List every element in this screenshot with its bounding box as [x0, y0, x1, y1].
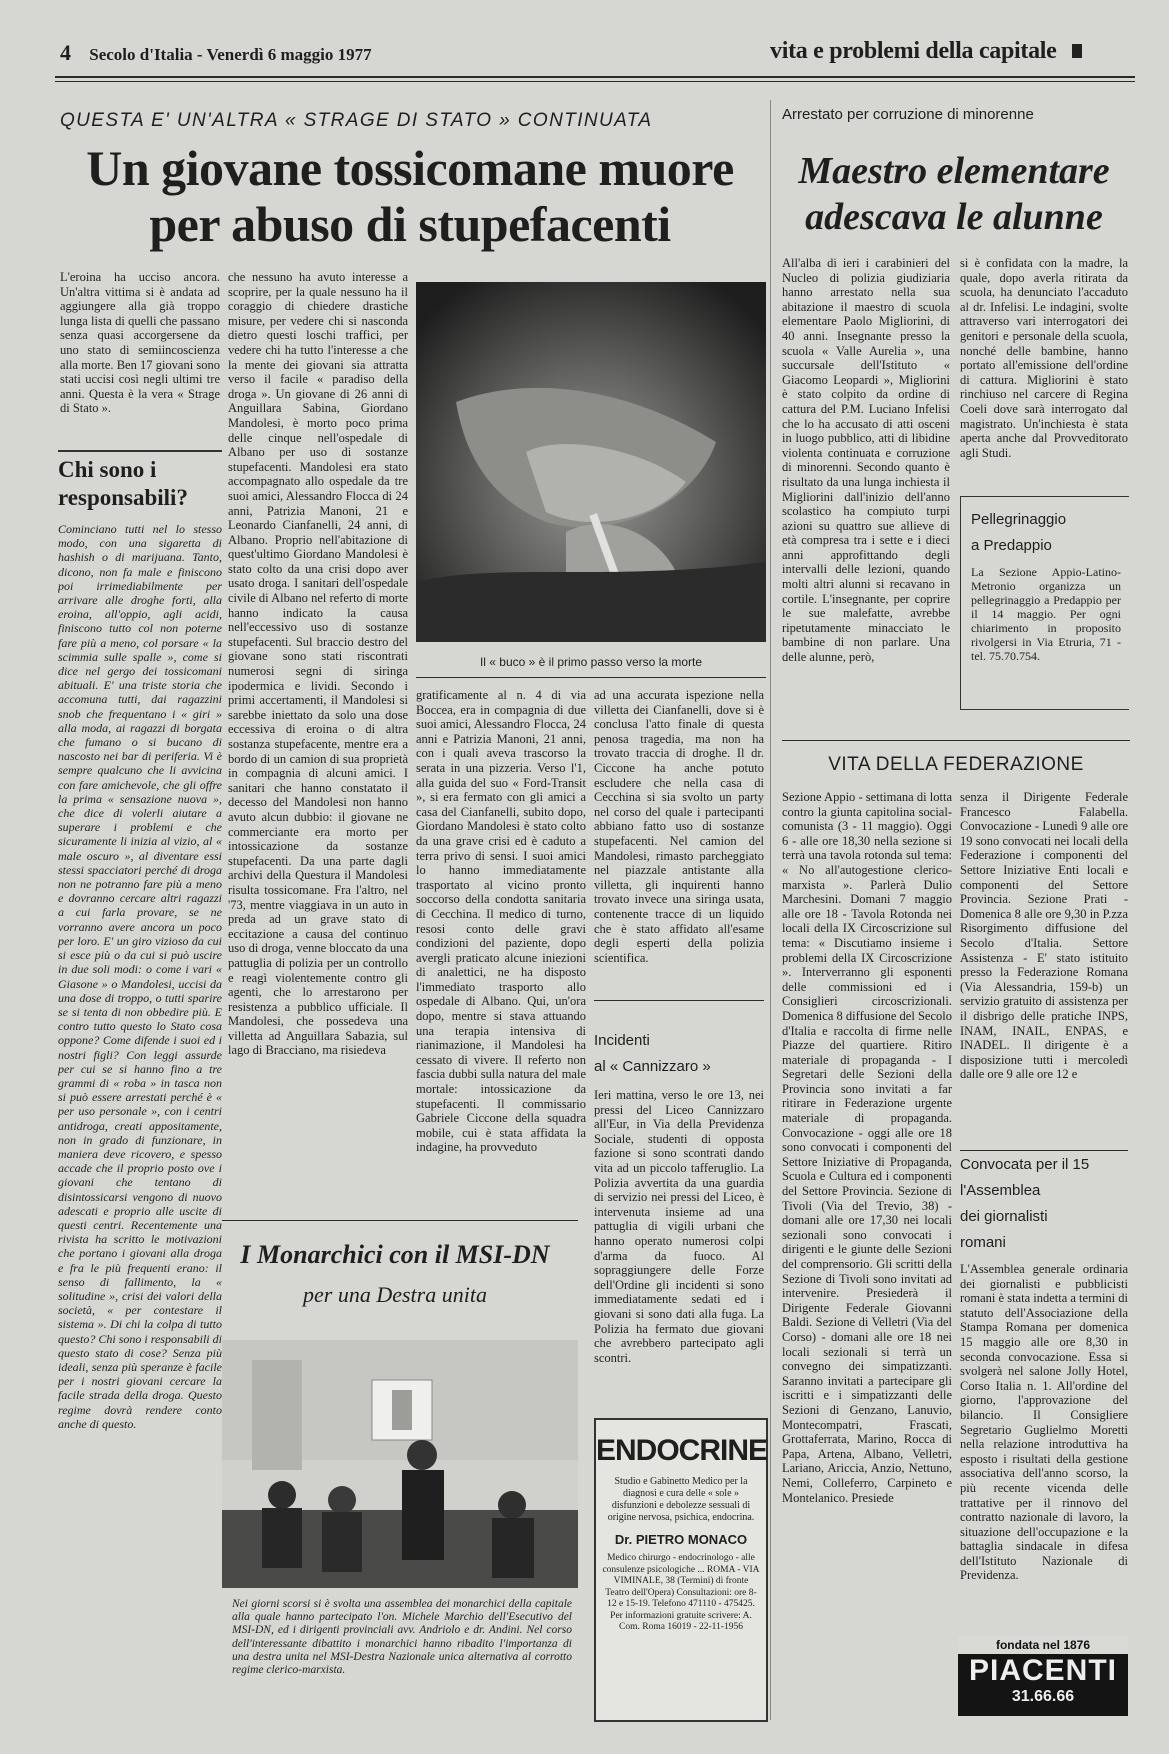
giornalisti-rule	[960, 1150, 1128, 1151]
main-headline: Un giovane tossicomane muore per abuso di stupefacenti	[86, 140, 734, 252]
giornalisti-text: L'Assemblea generale ordinaria dei giornalisti e pubblicisti romani è stata indetta a termini di statuto dell'Associazione della Stampa Romana per domenica 15 maggio alle ore 8,30 in seconda convocazione. Essa si svolgerà nel salone Jolly Hotel, Corso Italia n. 1. All'ordine del giorno, l'approvazione del bilancio. Il Consigliere Segretario Guglielmo Moretti nella relazione introduttiva ha esposto i risultati della gestione associativa dell'anno scorso, la più recente vicenda delle trattative per il rinnovo del contratto nazionale di lavoro, la situazione dell'occupazione e la battaglia sindacale in difesa dell'Istituto Nazionale di Previdenza.	[960, 1262, 1128, 1583]
monarchici-rule	[222, 1220, 578, 1221]
monarchici-caption: Nei giorni scorsi si è svolta una assemblea dei monarchici della capitale alla quale hanno partecipato l'on. Michele Marchio dell'Esecutivo del MSI-DN, ed i dirigenti provinciali avv. Andriolo e dr. Andini. Nel corso dell'interessante dibattito i monarchici hanno ribadito l'importanza di una destra unita nel MSI-Destra Nazionale unica alternativa al corrotto regime clerico-marxista.	[232, 1598, 572, 1677]
pellegrinaggio-title: Pellegrinaggio a Predappio	[971, 511, 1067, 554]
photo-monarchici-assembly	[222, 1340, 578, 1588]
sidebar-title: Chi sono i responsabili?	[58, 457, 188, 510]
masthead-date: Secolo d'Italia - Venerdì 6 maggio 1977	[89, 45, 372, 64]
header-rule	[55, 76, 1135, 78]
photo-image-2	[222, 1340, 578, 1588]
photo-hands-syringe	[416, 282, 766, 642]
column-divider-right	[770, 100, 771, 1720]
federazione-title: VITA DELLA FEDERAZIONE	[828, 754, 1084, 775]
ad-piacenti-founded: fondata nel 1876	[958, 1636, 1128, 1654]
federazione-col2: senza il Dirigente Federale Francesco Falabella. Convocazione - Lunedì 9 alle ore 19 sono convocati nei locali della Federazione i componenti del Settore Iniziative Enti locali e componenti del Settore Provincia. Sezione Prati - Domenica 8 alle ore 9,30 in P.zza Risorgimento diffusione del Secolo d'Italia. Settore Assistenza - E' stato istituito presso la Federazione Romana (Via Alessandria, 159-b) un servizio gratuito di assistenza per il disbrigo delle pratiche INPS, INAM, INAIL, ENPAS, e INADEL. Il dirigente è a disposizione tutti i mercoledì dalle ore 9 alle ore 12 e	[960, 790, 1128, 1082]
page-header-left	[60, 40, 372, 66]
main-col2: che nessuno ha avuto interesse a scoprire, per la quale nessuno ha il coraggio di chiedere drastiche misure, per vedere chi si nasconda dietro questi loschi traffici, per vedere chi ha tutto l'interesse a che la mente dei giovani sia attratta verso il facile « paradiso della droga ». Un giovane di 26 anni di Anguillara Sabina, Giordano Mandolesi, è morto poco prima delle cinque nell'ospedale di Albano per uso di sostanze stupefacenti. Mandolesi era stato accompagnato allo ospedale da tre suoi amici, Alessandro Flocca di 24 anni, Patrizia Manoni, 21 e Leonardo Cianfanelli, 24 anni, di Albano. Proprio nell'abitazione di quest'ultimo Giordano Mandolesi è stato colto da una crisi dopo aver usato droga. I sanitari dell'ospedale civile di Albano nel referto di morte hanno indicato la causa nell'eccessivo uso di sostanze stupefacenti. Sul braccio destro del giovane sono stati riscontrati numerosi segni di siringa ipodermica e lividi. Secondo i primi accertamenti, il Mandolesi si sarebbe iniettato da solo una dose eccessiva di eroina o di altra sostanza stupefacente, mentre era a bordo di un camion di sua proprietà in compagnia di alcuni amici. I sanitari che hanno constatato il decesso del Mandolesi non hanno avuto alcun dubbio: il giovane ne commerciante era morto per intossicazione da sostanze stupefacenti. Da una parte dagli archivi della Questura il Mandolesi risulta tossicomane. Fra l'altro, nel '73, mentre viaggiava in un auto in preda ad un grave stato di eccitazione a causa del continuo uso di droga, venne bloccato da una pattuglia di polizia per un controllo e reagì violentemente contro gli agenti, che lo arrestarono per resistenza a pubblico ufficiale. Il Mandolesi, che possedeva una villetta ad Anguillara Sabazia, sul lago di Bracciano, ma risiedeva	[228, 270, 408, 1058]
ad-piacenti	[958, 1636, 1128, 1716]
second-headline: Maestro elementare adescava le alunne	[798, 150, 1110, 238]
ad-endocrine-subtitle: Studio e Gabinetto Medico per la diagnosi e cura delle « sole » disfunzioni e debolezze sessuali di origine nervosa, psichica, endocrina.	[607, 1476, 755, 1523]
ad-endocrine	[594, 1418, 768, 1722]
pellegrinaggio-box	[960, 496, 1129, 710]
main-col3: gratificamente al n. 4 di via Boccea, era in compagnia di due suoi amici, Alessandro Flocca, 24 anni e Patrizia Manoni, 21 anni, con i quali aveva trascorso la serata in una pizzeria. Verso l'1, alla guida del suo « Ford-Transit », si era fermato con gli amici a casa del Cianfanelli, subito dopo, Giordano Mandolesi è stato colto da una grave crisi ed è caduto a terra privo di sensi. I suoi amici lo hanno immediatamente trasportato al vicino pronto soccorso della condotta sanitaria di Cecchina. Il medico di turno, resosi conto delle gravi condizioni del paziente, dopo avergli praticato alcune iniezioni di analettici, ne ha disposto l'immediato trasporto allo ospedale di Albano. Qui, un'ora dopo, mentre si stava attuando una terapia intensiva di rianimazione, il Mandolesi ha cessato di vivere. Il referto non fascia dubbi sulla natura del male mortale: intossicazione da stupefacenti. Il commissario Gabriele Ciccone della squadra mobile, cui è stata affidata la indagine, ha provveduto	[416, 688, 586, 1155]
incidenti-text: Ieri mattina, verso le ore 13, nei pressi del Liceo Cannizzaro all'Eur, in Via della Previdenza Sociale, studenti di opposta fazione si sono scontrati dando vita ad un piccolo tafferuglio. La Polizia avvertita da una guardia di servizio nei pressi del Liceo, è intervenuta insieme ad una pattuglia di vigili urbani che hanno operato numerosi colpi d'arma da fuoco. Al sopraggiungere delle Forze dell'Ordine gli incidenti si sono immediatamente sedati ed i giovani si sono dati alla fuga. La Polizia ha fermato due giovani che avrebbero partecipato agli scontri.	[594, 1088, 764, 1365]
giornalisti-title: Convocata per il 15 l'Assemblea dei giornalisti romani	[960, 1156, 1090, 1251]
incidenti-rule	[594, 1000, 764, 1001]
sidebar-text: Cominciano tutti nel lo stesso modo, con una sigaretta di hashish o di marijuana. Tanto, dicono, non fa male e finiscono poi irrimediabilmente per arrivare alle droghe forti, alla eroina, all'oppio, agli acidi, finiscono tutto col non poterne fare più a meno, col porsare « la scimmia sulle spalle », come si dice nel gergo dei tossicomani abituali. E' una triste storia che accomuna tutti, dai ragazzini snob che frequentano i « giri » alla moda, ai ragazzi di borgata che fumano o si bucano di nascosto nei bar di periferia. Vi è sempre qualcuno che li avvicina con fare amichevole, che gli offre la prima « sensazione nuova », che dice di volerli aiutare a superare i problemi e che sicuramente li inizia al vizio, al « male oscuro », al diventare essi stessi spacciatori perché di droga non ne potranno fare più a meno e dovranno cercare altri ragazzi a cui farla provare, se ne vorranno avere ancora un poco per loro. E' un giro vizioso da cui si esce più o da cui si può uscire in due soli modi: o come i vari « Giasone » o Mandolesi, uccisi da una dose di troppo, o tutti sparire se si tenta di non obbedire più. E contro tutto questo lo Stato cosa oppone? Come difende i suoi ed i nostri figli? Con leggi assurde per cui se si hanno fino a tre grammi di « roba » in tasca non si può essere arrestati perché è « per uso personale », con i centri antidroga, creati appositamente, non in grado di funzionare, in maniera deve ricovero, e spesso accade che il proprio posto ove i giovani che tentano di disintossicarsi vengono di nuovo adescati e proprio alle uscite di questi centri. Recentemente una rivista ha scritto le motivazioni che portano i giovani alla droga e fra le più frequenti erano: il senso di fallimento, la « solitudine », crisi dei valori della società, « per contestare il sistema ». Di chi la colpa di tutto questo? Chi sono i responsabili di questo stato di cose? Senza più ideali, senza più speranze è facile per i nostri giovani cercare la facile strada della droga. Questo regime dovrà rendere conto anche di questo.	[58, 522, 222, 1431]
second-col1: All'alba di ieri i carabinieri del Nucleo di polizia giudiziaria hanno arrestato nella sua abitazione il maestro di scuola elementare Paolo Migliorini, di 40 anni. Insegnante presso la scuola « Valle Aurelia », una succursale dell'Istituto « Giacomo Leopardi », Migliorini è stato colpito da ordine di cattura del P.M. Luciano Infelisi che lo ha accusato di atti osceni in luogo pubblico, atti di libidine violenta continuata e corruzione di minorenni. Secondo quanto è risultato da una lunga inchiesta il Migliorini dall'inizio dell'anno scolastico ha compiuto turpi azioni su quattro sue allieve di età compresa tra i sette e i dieci anni approfittando degli intervalli delle lezioni, quando molti altri alunni si recavano in cortile. L'insegnante, per coprire le sue malefatte, avrebbe ripetutamente minacciato le bambine di non parlare. Una delle alunne, però,	[782, 256, 950, 665]
section-marker-icon	[1072, 44, 1082, 58]
caption-rule	[416, 677, 766, 678]
main-col4: ad una accurata ispezione nella villetta dei Cianfanelli, dove si è conclusa l'atto finale di questa penosa tragedia, ma non ha trovato traccia di droghe. Il dr. Ciccone ha anche potuto escludere che nella casa di Cecchina si sia svolto un party nel corso del quale i partecipanti abbiano fatto uso di sostanze stupefacenti. Nel camion del Mandolesi, rimasto parcheggiato nel piazzale antistante alla villetta, gli inquirenti hanno trovato invece una siringa usata, contenente tracce di un liquido che è stato affidato all'esame degli esperti della polizia scientifica.	[594, 688, 764, 965]
photo-image	[416, 282, 766, 642]
ad-piacenti-name: PIACENTI	[968, 1654, 1117, 1687]
federazione-rule	[782, 740, 1130, 741]
pellegrinaggio-text: La Sezione Appio-Latino-Metronio organizza un pellegrinaggio a Predappio per il 14 maggio. Per ogni chiarimento in proposito rivolgersi in Via Etruria, 71 - tel. 75.70.754.	[971, 565, 1121, 663]
section-title: vita e problemi della capitale	[770, 38, 1082, 65]
photo-caption: Il « buco » è il primo passo verso la morte	[479, 655, 703, 669]
incidenti-title: Incidenti al « Cannizzaro »	[594, 1032, 711, 1075]
second-col2: si è confidata con la madre, la quale, dopo averla ritirata da scuola, ha denunciato l'accaduto al dr. Infelisi. Le indagini, svolte attraverso vari interrogatori dei genitori e personale della scuola, nonché delle bambine, hanno portato all'emissione dell'ordine di cattura. Migliorini è stato rinchiuso nel carcere di Regina Coeli dove sarà interrogato dal magistrato. Un'inchiesta è stata aperta anche dal Provveditorato agli Studi.	[960, 256, 1128, 460]
main-col1: L'eroina ha ucciso ancora. Un'altra vittima si è andata ad aggiungere alla già troppo lunga lista di quelli che passano senza quasi accorgersene da uno stato di semiincoscienza alla morte. Ben 17 giovani sono stati uccisi così negli ultimi tre anni. Questa è la vera « Strage di Stato ».	[60, 270, 220, 416]
main-kicker: QUESTA E' UN'ALTRA « STRAGE DI STATO » CONTINUATA	[60, 110, 653, 131]
page-number: 4	[60, 40, 71, 65]
sidebar-box	[58, 450, 222, 1632]
federazione-col1: Sezione Appio - settimana di lotta contro la giunta capitolina social-comunista (3 - 11 maggio). Oggi 6 - alle ore 18,30 nella sezione si terrà una tavola rotonda sul tema: « No all'autogestione clerico-marxista ». Parlerà Dulio Marchesini. Domani 7 maggio alle ore 18 - Tavola Rotonda nei locali della IX Circoscrizione sul tema: « Discutiamo insieme i problemi della IX Circoscrizione ». Interverranno gli esponenti delle commissioni ed i Consiglieri circoscrizionali. Domenica 8 diffusione del Secolo d'Italia e raccolta di firme nelle Piazze del quartiere. Ritiro materiale di propaganda - I Segretari delle Sezioni della Provincia sono invitati a far ritirare in Federazione urgente materiale di propaganda. Convocazione - oggi alle ore 18 sono convocati i componenti del Settore Iniziative di Propaganda, Scuola e Cultura ed i componenti del Settore Provincia. Sezione di Tivoli (Via del Trevio, 38) - domani alle ore 17,30 nei locali sezionali sono convocati i dirigenti e le giunte delle Sezioni del comprensorio. Gli scritti della Sezione di Tivoli sono invitati ad intervenire. Presiederà il Dirigente Federale Giovanni Baldi. Sezione di Velletri (Via del Corso) - domani alle ore 18 nei locali sezionali si terrà un convegno dei simpatizzanti. Saranno invitati a partecipare gli iscritti e i simpatizzanti delle Sezioni di Genzano, Lanuvio, Montecompatri, Frascati, Grottaferrata, Marino, Rocca di Papa, Artena, Albano, Velletri, Lariano, Ariccia, Anzio, Nettuno, Nemi, Colleferro, Carpineto e Montelanico. Presiede	[782, 790, 952, 1505]
second-kicker: Arrestato per corruzione di minorenne	[782, 106, 1034, 123]
monarchici-headline: I Monarchici con il MSI-DN per una Destra unita	[240, 1240, 550, 1307]
ad-endocrine-details: Medico chirurgo - endocrinologo - alle consulenze psicologiche ... ROMA - VIA VIMINALE, 38 (Termini) di fronte Teatro dell'Opera) Consultazioni: ore 8-12 e 15-19. Telefono 471110 - 475425. Per informazioni gratuite scrivere: A. Com. Roma 16019 - 22-11-1956	[602, 1553, 760, 1632]
ad-endocrine-doctor: Dr. PIETRO MONACO	[614, 1532, 748, 1547]
header-rule-2	[55, 81, 1135, 82]
ad-endocrine-title: ENDOCRINE	[596, 1434, 768, 1467]
ad-piacenti-phone: 31.66.66	[1011, 1688, 1075, 1705]
